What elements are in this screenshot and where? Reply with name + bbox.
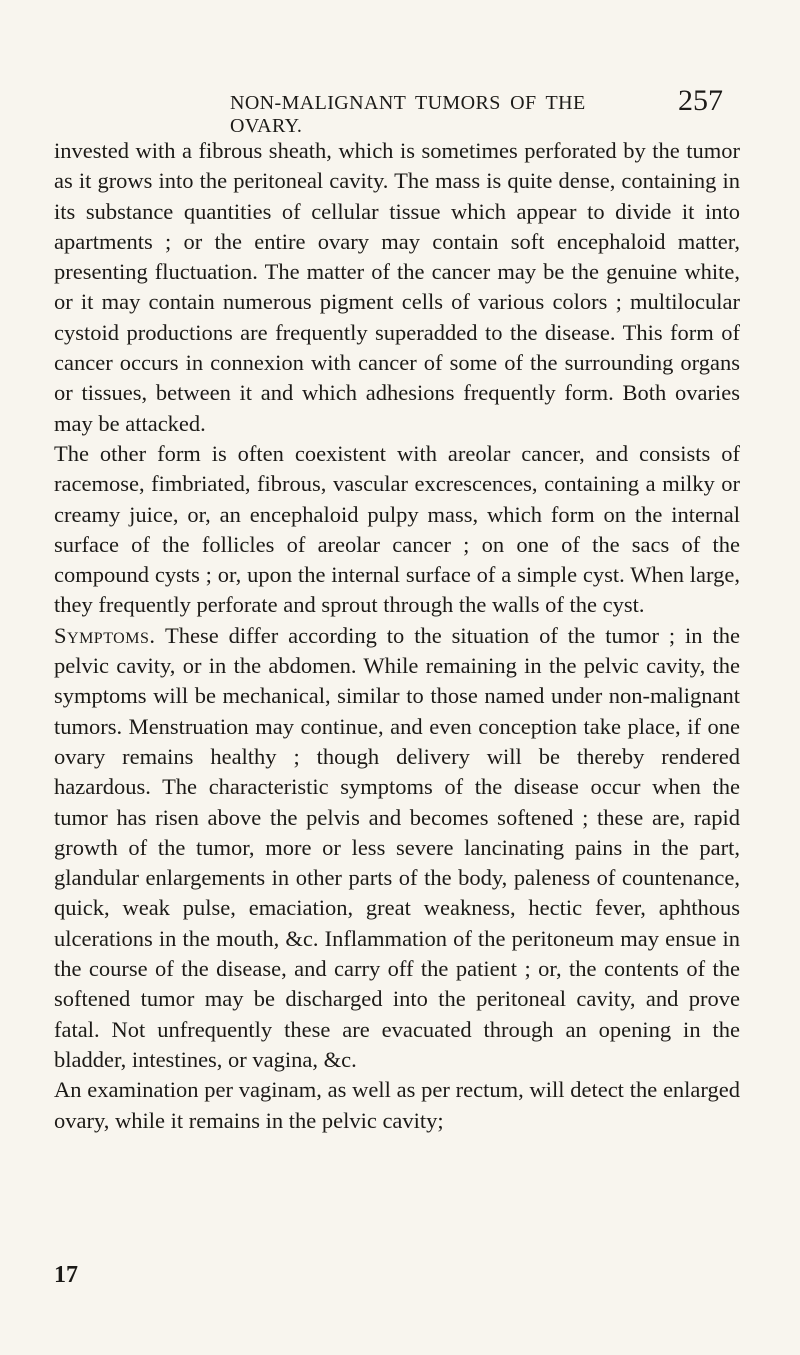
paragraph-4: An examination per vaginam, as well as per rectum, will detect the enlarged ovary, while it remains in the pelvic cavity; xyxy=(54,1077,740,1133)
signature-mark: 17 xyxy=(54,1262,78,1288)
body-text xyxy=(54,136,740,1136)
symptoms-text: These differ according to the situation of the tumor ; in the pelvic cavity, or in the abdomen. While remaining in the pelvic cavity, the symptoms will be mechanical, similar to those named under non-malignant tumors. Menstruation may continue, and even conception take place, if one ovary remains healthy ; though delivery will be thereby rendered hazardous. The characteristic symptoms of the disease occur when the tumor has risen above the pelvis and becomes softened ; these are, rapid growth of the tumor, more or less severe lancinating pains in the part, glandular enlargements in other parts of the body, paleness of countenance, quick, weak pulse, emaciation, great weakness, hectic fever, aphthous ulcerations in the mouth, &c. Inflammation of the peritoneum may ensue in the course of the disease, and carry off the patient ; or, the contents of the softened tumor may be discharged into the peritoneal cavity, and prove fatal. Not unfrequently these are evacuated through an opening in the bladder, intestines, or vagina, &c. xyxy=(54,622,740,1072)
paragraph-1: invested with a fibrous sheath, which is sometimes perforated by the tumor as it grows into the peritoneal cavity. The mass is quite dense, containing in its substance quantities of cellular tissue which appear to divide it into apartments ; or the entire ovary may contain soft encephaloid matter, presenting fluctuation. The matter of the cancer may be the genuine white, or it may contain numerous pigment cells of various colors ; multilocular cystoid productions are frequently superadded to the disease. This form of cancer occurs in connexion with cancer of some of the surrounding organs or tissues, between it and which adhesions frequently form. Both ovaries may be attacked. xyxy=(54,138,740,436)
running-title: NON-MALIGNANT TUMORS OF THE OVARY. xyxy=(230,92,586,137)
paragraph-2: The other form is often coexistent with areolar cancer, and consists of racemose, fimbriated, fibrous, vascular excrescences, containing a milky or creamy juice, or, an encephaloid pulpy mass, which form on the internal surface of the follicles of areolar cancer ; on one of the sacs of the compound cysts ; or, upon the internal surface of a simple cyst. When large, they frequently perforate and sprout through the walls of the cyst. xyxy=(54,440,740,618)
symptoms-heading: Symptoms. xyxy=(54,622,156,648)
paragraph-symptoms xyxy=(54,621,740,1075)
page-number: 257 xyxy=(678,84,723,117)
